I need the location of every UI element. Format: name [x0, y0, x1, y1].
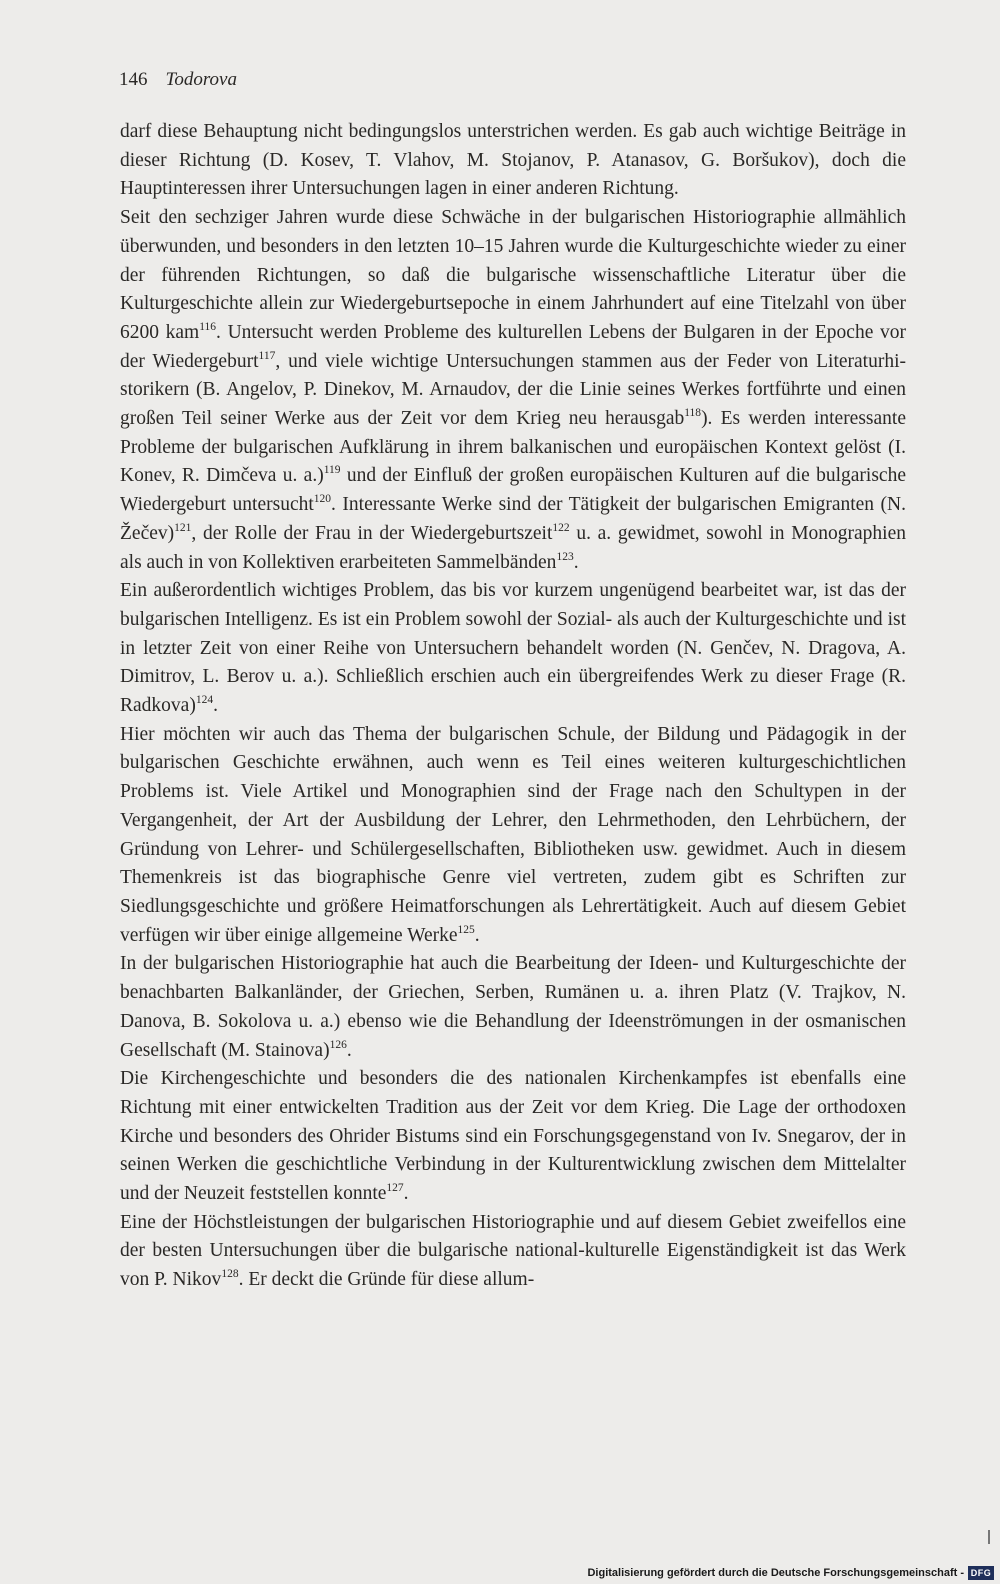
paragraph — [120, 950, 906, 1065]
dfg-logo: DFG — [968, 1566, 994, 1580]
paragraph-text: . — [474, 924, 480, 946]
paragraph-text: Die Kirchengeschichte und besonders die des nationalen Kirchenkampfes ist ebenfalls eine Richtung mit einer entwickelten Tradition aus der Zeit vor dem Krieg. Die Lage der orthodoxen Kirche und besonders des Ohrider Bistums sind ein Forschungsgegenstand von Iv. Snegarov, der in seinen Werken die geschichtliche Verbindung in der Kulturentwicklung zwischen dem Mittelalter und der Neuzeit feststellen konnte — [120, 1068, 906, 1205]
paragraph-text: und der Einfluß der großen europäischen Kulturen auf die bulgarische Wiedergeburt untersucht — [120, 465, 906, 516]
paragraph-text: In der bulgarischen Historiographie hat auch die Bearbeitung der Ideen- und Kulturgeschichte der benachbarten Balkanländer, der Griechen, Serben, Rumänen u. a. ihren Platz (V. Trajkov, N. Danova, B. Sokolova u. a.) ebenso wie die Behandlung der Ideenströmungen in der osmanischen Gesellschaft (M. Stainova) — [120, 953, 906, 1061]
paragraph — [120, 1065, 906, 1209]
footnote-marker[interactable]: 120 — [313, 493, 332, 506]
paragraph — [120, 118, 906, 204]
paragraph-text: . Interessante Werke sind der Tätigkeit der bulgarischen Emigranten (N. Žečev) — [120, 494, 906, 544]
paragraph — [120, 204, 906, 577]
paragraph-text: . — [213, 695, 218, 717]
paragraph-text: , der Rolle der Frau in der Wiedergeburtszeit — [191, 522, 553, 544]
paragraph-text: Eine der Höchstleistungen der bulgarischen Historiographie und auf diesem Gebiet zweifellos eine der besten Untersuchungen über die bulgarische national-kulturelle Eigenständigkeit ist das Werk von P. Nikov — [120, 1211, 906, 1291]
paragraph-text: . Untersucht werden Probleme des kulturellen Lebens der Bulgaren in der Epoche vor der Wiedergeburt — [120, 321, 906, 372]
footnote-marker[interactable]: 123 — [556, 550, 574, 563]
paragraph-text: . — [346, 1039, 352, 1061]
footnote-marker[interactable]: 127 — [386, 1182, 404, 1195]
paragraph-text: darf diese Behauptung nicht bedingungslos unterstrichen werden. Es gab auch wichtige Beiträge in dieser Richtung (D. Kosev, T. Vlahov, M. Stojanov, P. Atanasov, G. Boršukov), doch die Hauptinteressen ihrer Untersuchungen lagen in einer anderen Richtung. — [120, 121, 906, 200]
funding-note: Digitalisierung gefördert durch die Deutsche Forschungsgemeinschaft - — [587, 1567, 964, 1579]
paragraph-text: Ein außerordentlich wichtiges Problem, das bis vor kurzem ungenügend bearbeitet war, ist das der bulgarischen Intelligenz. Es ist ein Problem sowohl der Sozial- als auch der Kulturgeschichte und ist in letzter Zeit von einer Reihe von Untersuchern behandelt worden (N. Genčev, N. Dragova, A. Dimitrov, L. Berov u. a.). Schließlich erschien auch ein übergreifendes Werk zu dieser Frage (R. Radkova) — [120, 580, 906, 717]
footnote-marker[interactable]: 119 — [323, 464, 341, 477]
running-head-author: Todorova — [165, 69, 237, 90]
paragraph-text: Hier möchten wir auch das Thema der bulgarischen Schule, der Bildung und Pädagogik in der bulgarischen Geschichte erwähnen, auch wenn es Teil eines weiteren kulturgeschichtlichen Problems ist. Viele Artikel und Monographien sind der Frage nach den Schultypen in der Vergangenheit, der Art der Ausbildung der Lehrer, den Lehrmethoden, den Lehrbüchern, der Gründung von Lehrer- und Schülergesellschaften, Bibliotheken usw. gewidmet. Auch in diesem Themenkreis ist das biographische Genre viel vertreten, zudem gibt es Schriften zur Siedlungsgeschichte und größere Heimatforschungen als Lehrertätigkeit. Auch auf diesem Gebiet verfügen wir über einige allgemeine Werke — [120, 723, 906, 946]
paragraph-text: . — [403, 1183, 409, 1205]
footnote-marker[interactable]: 128 — [221, 1268, 239, 1281]
body-text — [120, 118, 906, 1295]
footnote-marker[interactable]: 122 — [552, 521, 570, 534]
footnote-marker[interactable]: 117 — [258, 349, 276, 362]
footnote-marker[interactable]: 121 — [174, 521, 192, 534]
running-head — [119, 68, 237, 92]
footnote-marker[interactable]: 118 — [684, 407, 702, 420]
funding-banner — [587, 1565, 994, 1581]
paragraph — [120, 1209, 906, 1295]
footnote-marker[interactable]: 126 — [329, 1038, 347, 1051]
paragraph-text: u. a. gewidmet, sowohl in Monographien als auch in von Kollektiven erarbeiteten Sammelbänden — [120, 522, 906, 573]
footnote-marker[interactable]: 124 — [195, 694, 214, 707]
paragraph-text: ). Es werden interessante Probleme der bulgarischen Aufklärung in ihrem balkanischen und europäischen Kontext gelöst (I. Konev, R. Dimčeva u. a.) — [120, 408, 906, 487]
paragraph-text: . Er deckt die Gründe für diese allum- — [238, 1269, 535, 1291]
page-number: 146 — [119, 69, 148, 90]
paragraph-text: , und viele wichtige Untersuchungen stammen aus der Feder von Literaturhistorikern (B. Angelov, P. Dinekov, M. Arnaudov, der die Linie seines Werkes fortführte und einen großen Teil seiner Werke aus der Zeit vor dem Krieg neu herausgab — [120, 350, 906, 430]
paragraph-text: . — [573, 551, 579, 573]
paragraph — [120, 577, 906, 721]
footnote-marker[interactable]: 125 — [457, 923, 475, 936]
footnote-marker[interactable]: 116 — [199, 320, 217, 333]
paragraph-text: Seit den sechziger Jahren wurde diese Schwäche in der bulgarischen Historiographie allmählich überwunden, und besonders in den letzten 10–15 Jahren wurde die Kulturgeschichte wieder zu einer der führenden Richtungen, so daß die bulgarische wissenschaftliche Literatur über die Kulturgeschichte allein zur Wiedergeburtsepoche in einem Jahrhundert auf eine Titelzahl von über 6200 kam — [120, 207, 906, 343]
page-edge-mark — [988, 1530, 990, 1544]
paragraph — [120, 721, 906, 951]
